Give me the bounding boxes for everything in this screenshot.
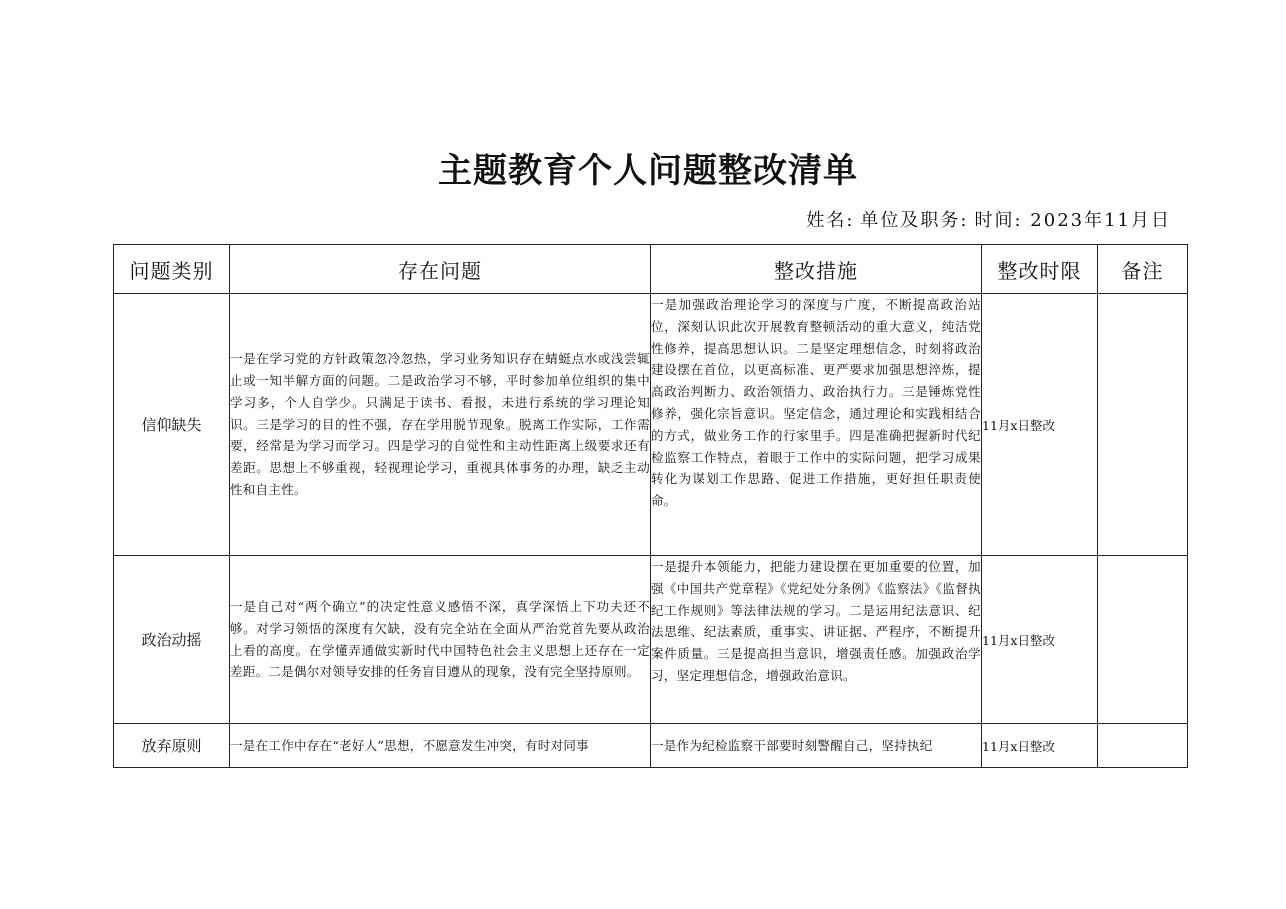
unit-label: 单位及职务: bbox=[860, 210, 969, 231]
header-deadline: 整改时限 bbox=[982, 245, 1098, 294]
row-category: 政治动摇 bbox=[114, 556, 230, 724]
row-problem: 一是在工作中存在“老好人”思想，不愿意发生冲突，有时对同事 bbox=[230, 724, 651, 768]
header-category: 问题类别 bbox=[114, 245, 230, 294]
table-row bbox=[114, 556, 1188, 724]
row-measure: 一是作为纪检监察干部要时刻警醒自己，坚持执纪 bbox=[651, 724, 982, 768]
table-row bbox=[114, 724, 1188, 768]
table-row bbox=[114, 294, 1188, 556]
table-header-row bbox=[114, 245, 1188, 294]
row-measure: 一是加强政治理论学习的深度与广度，不断提高政治站位，深刻认识此次开展教育整顿活动的重大意义，纯洁党性修养，提高思想认识。二是坚定理想信念，时刻将政治建设摆在首位，以更高标准、更严要求加强思想淬炼，提高政治判断力、政治领悟力、政治执行力。三是锤炼党性修养，强化宗旨意识。坚定信念，通过理论和实践相结合的方式，做业务工作的行家里手。四是准确把握新时代纪检监察工作特点，着眼于工作中的实际问题，把学习成果转化为谋划工作思路、促进工作措施，更好担任职责使命。 bbox=[651, 294, 982, 556]
row-problem: 一是自己对“两个确立”的决定性意义感悟不深，真学深悟上下功夫还不够。对学习领悟的深度有欠缺，没有完全站在全面从严治党首先要从政治上看的高度。在学懂弄通做实新时代中国特色社会主义思想上还存在一定差距。二是偶尔对领导安排的任务盲目遵从的现象，没有完全坚持原则。 bbox=[230, 556, 651, 724]
row-remark bbox=[1098, 294, 1188, 556]
document-meta bbox=[700, 207, 1171, 235]
row-deadline: 11月x日整改 bbox=[982, 294, 1098, 556]
row-deadline: 11月x日整改 bbox=[982, 556, 1098, 724]
row-problem: 一是在学习党的方针政策忽冷忽热，学习业务知识存在蜻蜓点水或浅尝辄止或一知半解方面的问题。二是政治学习不够，平时参加单位组织的集中学习多，个人自学少。只满足于读书、看报，未进行系统的学习理论知识。三是学习的目的性不强，存在学用脱节现象。脱离工作实际，工作需要，经常是为学习而学习。四是学习的自觉性和主动性距离上级要求还有差距。思想上不够重视，轻视理论学习，重视具体事务的办理，缺乏主动性和自主性。 bbox=[230, 294, 651, 556]
row-remark bbox=[1098, 556, 1188, 724]
row-category: 放弃原则 bbox=[114, 724, 230, 768]
row-deadline: 11月x日整改 bbox=[982, 724, 1098, 768]
row-remark bbox=[1098, 724, 1188, 768]
header-measure: 整改措施 bbox=[651, 245, 982, 294]
rectification-table bbox=[113, 244, 1188, 768]
row-measure: 一是提升本领能力，把能力建设摆在更加重要的位置，加强《中国共产党章程》《党纪处分条例》《监察法》《监督执纪工作规则》等法律法规的学习。二是运用纪法意识、纪法思维、纪法素质，重事实、讲证据、严程序，不断提升案件质量。三是提高担当意识，增强责任感。加强政治学习，坚定理想信念，增强政治意识。 bbox=[651, 556, 982, 724]
time-label: 时间: 2023年11月日 bbox=[974, 210, 1171, 231]
name-label: 姓名: bbox=[806, 210, 855, 231]
document-title: 主题教育个人问题整改清单 bbox=[438, 151, 858, 191]
row-category: 信仰缺失 bbox=[114, 294, 230, 556]
header-problem: 存在问题 bbox=[230, 245, 651, 294]
header-remark: 备注 bbox=[1098, 245, 1188, 294]
